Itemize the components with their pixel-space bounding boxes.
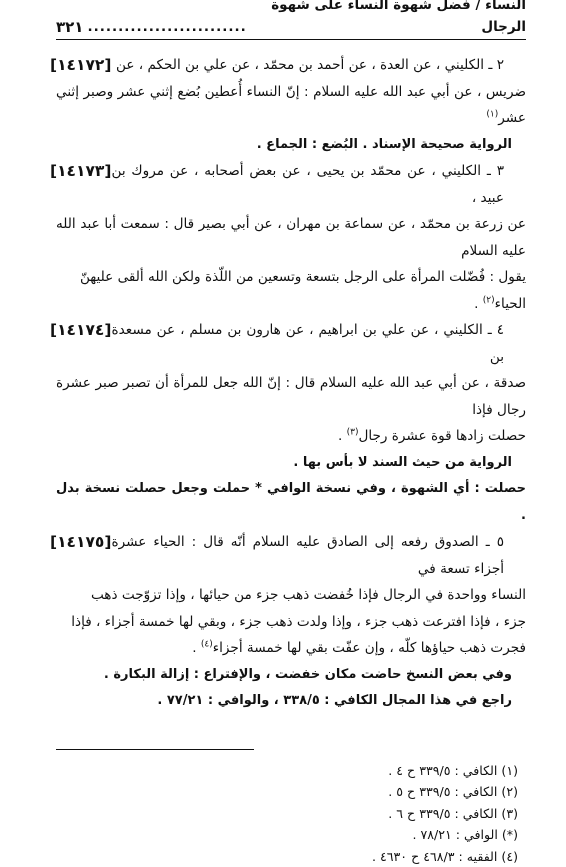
hadith-line: جزء ، فإذا افترعت ذهب جزء ، وإذا ولدت ذهب جزء ، وبقي لها خمسة أجزاء ، فإذا [71, 614, 526, 630]
footnote-ref[interactable]: (٣) [347, 427, 359, 437]
footnote-divider [56, 749, 254, 750]
commentary-note: راجع في هذا المجال الكافي : ٣٣٨/٥ ، والوافي : ٧٧/٢١ . [56, 688, 526, 715]
book-page [56, 14, 526, 784]
running-header [56, 14, 526, 40]
hadith-line: ٢ ـ الكليني ، عن العدة ، عن أحمد بن محمّد ، عن علي بن الحكم ، عن [116, 57, 504, 73]
hadith-line: ٥ ـ الصدوق رفعه إلى الصادق عليه السلام أنّه قال : الحياء عشرة أجزاء تسعة في [112, 534, 505, 577]
hadith-line: الحياء [495, 296, 526, 312]
hadith-line: فجرت ذهب حياؤها كلّه ، وإن عفّت بقي لها خمسة أجزاء [213, 640, 526, 656]
footnote-ref[interactable]: (١) [486, 109, 498, 119]
hadith-entry: [١٤١٧٣] ٣ ـ الكليني ، عن محمّد بن يحيى ، عن بعض أصحابه ، عن مروك بن عبيد ، عن زرعة بن محمّد ، عن سماعة بن مهران ، عن أبي بصير قال : سمعت أبا عبد الله عليه السلام يقول : فُضّلت المرأة على الرجل بتسعة وتسعين من اللّذة ولكن الله ألقى عليهنّ الحياء$^{(٢)}$ . [56, 158, 526, 317]
hadith-entry: [١٤١٧٥] ٥ ـ الصدوق رفعه إلى الصادق عليه السلام أنّه قال : الحياء عشرة أجزاء تسعة في النساء وواحدة في الرجال فإذا خُفضت ذهب جزء من حيائها ، وإذا تزوّجت ذهب جزء ، فإذا افترعت ذهب جزء ، وإذا ولدت ذهب جزء ، وبقي لها خمسة أجزاء ، فإذا فجرت ذهب حياؤها كلّه ، وإن عفّت بقي لها خمسة أجزاء$^{(٤)}$ . [56, 529, 526, 662]
hadith-line: عن زرعة بن محمّد ، عن سماعة بن مهران ، عن أبي بصير قال : سمعت أبا عبد الله عليه السلام [56, 216, 526, 259]
header-leader-dots: .......................... [87, 16, 246, 38]
hadith-number: [١٤١٧٤] [50, 317, 112, 344]
hadith-entry: [١٤١٧٤] ٤ ـ الكليني ، عن علي بن ابراهيم ، عن هارون بن مسلم ، عن مسعدة بن صدقة ، عن أبي عبد الله عليه السلام قال : إنّ الله جعل للمرأة أن تصبر صبر عشرة رجال فإذا حصلت زادها قوة عشرة رجال$^{(٣)}$ . [56, 317, 526, 450]
commentary-note: وفي بعض النسخ حاضت مكان خفضت ، والإفتراع : إزالة البكارة . [56, 662, 526, 689]
footnote-item: (١) الكافي : ٣٣٩/٥ ح ٤ . [56, 760, 518, 782]
hadith-number: [١٤١٧٢] [50, 52, 112, 79]
hadith-number: [١٤١٧٣] [50, 158, 112, 185]
hadith-line: ضريس ، عن أبي عبد الله عليه السلام : إنّ النساء أُعطين بُضع إثني عشر وصبر إثني عشر [56, 84, 526, 127]
page-body [56, 52, 526, 715]
commentary-note: الرواية من حيث السند لا بأس بها . [56, 450, 526, 477]
hadith-line: يقول : فُضّلت المرأة على الرجل بتسعة وتسعين من اللّذة ولكن الله ألقى عليهنّ [80, 269, 526, 285]
hadith-entry [56, 52, 526, 132]
commentary-note: حصلت : أي الشهوة ، وفي نسخة الوافي * حملت وجعل حصلت نسخة بدل . [56, 476, 526, 529]
hadith-line: ٣ ـ الكليني ، عن محمّد بن يحيى ، عن بعض أصحابه ، عن مروك بن عبيد ، [112, 163, 505, 206]
footnote-item: (٢) الكافي : ٣٣٩/٥ ح ٥ . [56, 781, 518, 803]
footnote-item: (٣) الكافي : ٣٣٩/٥ ح ٦ . [56, 803, 518, 825]
footnote-ref[interactable]: (٢) [483, 295, 495, 305]
hadith-number: [١٤١٧٥] [50, 529, 112, 556]
footnote-ref[interactable]: (٤) [201, 639, 213, 649]
commentary-note: الرواية صحيحة الإسناد . البُضع : الجماع . [56, 132, 526, 159]
hadith-line: ٤ ـ الكليني ، عن علي بن ابراهيم ، عن هارون بن مسلم ، عن مسعدة بن [112, 322, 505, 365]
header-title: النساء / فضل شهوة النساء على شهوة الرجال [251, 0, 526, 38]
hadith-line: حصلت زادها قوة عشرة رجال [358, 428, 526, 444]
footnote-item: (*) الوافي : ٧٨/٢١ . [56, 824, 518, 846]
hadith-line: صدقة ، عن أبي عبد الله عليه السلام قال : إنّ الله جعل للمرأة أن تصبر صبر عشرة رجال فإذا [56, 375, 526, 418]
hadith-line: النساء وواحدة في الرجال فإذا خُفضت ذهب جزء من حيائها ، وإذا تزوّجت ذهب [91, 587, 526, 603]
footnotes [56, 760, 526, 867]
page-number: ٣٢١ [56, 16, 83, 38]
footnote-item: (٤) الفقيه : ٤٦٨/٣ ح ٤٦٣٠ . [56, 846, 518, 867]
